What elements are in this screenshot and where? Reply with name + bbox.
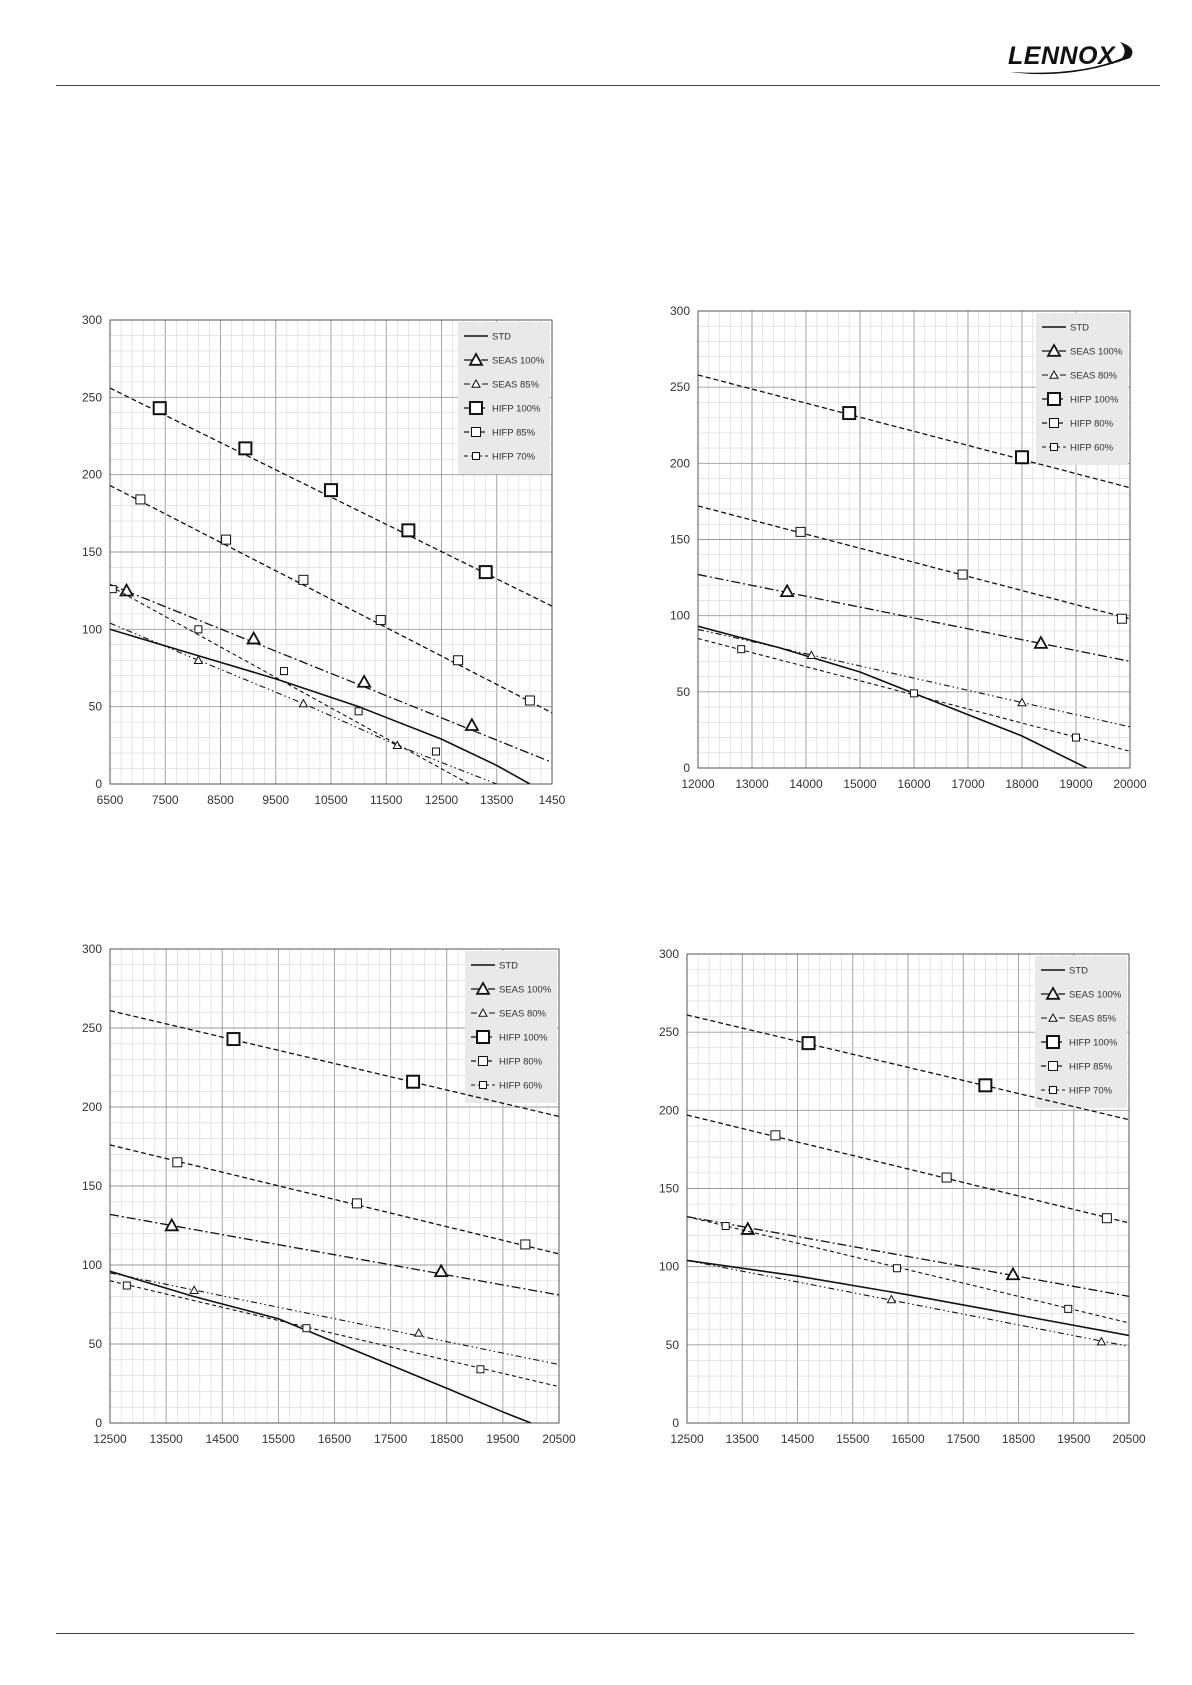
chart-top-right	[666, 304, 1147, 798]
header-rule	[56, 85, 1160, 86]
y-tick-label: 200	[81, 467, 102, 482]
data-point	[738, 646, 745, 653]
x-tick-label: 16500	[317, 1432, 352, 1446]
data-point	[454, 656, 463, 665]
chart-bottom-right	[655, 947, 1146, 1453]
x-tick-label: 20500	[542, 1432, 576, 1446]
legend-label: SEAS 85%	[492, 379, 539, 391]
y-tick-label: 0	[672, 1416, 679, 1430]
x-tick-label: 12500	[670, 1432, 704, 1446]
data-point	[407, 1076, 419, 1088]
data-point	[325, 484, 337, 496]
legend-marker	[1050, 419, 1059, 428]
data-point	[227, 1033, 239, 1045]
data-point	[355, 708, 362, 715]
x-tick-label: 7500	[151, 793, 179, 807]
chart-bottom-left	[78, 942, 576, 1453]
footer-rule	[56, 1633, 1134, 1634]
legend-marker	[480, 1082, 487, 1089]
x-tick-label: 13000	[735, 777, 769, 791]
data-point	[979, 1079, 991, 1091]
data-point	[195, 626, 202, 633]
legend-marker	[1049, 1062, 1058, 1071]
y-tick-label: 0	[95, 1416, 102, 1430]
legend-label: HIFP 100%	[1069, 1037, 1118, 1049]
legend-label: STD	[1069, 965, 1088, 977]
data-point	[477, 1366, 484, 1373]
x-tick-label: 12500	[93, 1432, 127, 1446]
legend-label: HIFP 100%	[499, 1032, 548, 1044]
x-tick-label: 20500	[1112, 1432, 1146, 1446]
data-point	[521, 1240, 530, 1249]
data-point	[402, 524, 414, 536]
data-point	[109, 586, 116, 593]
legend-marker	[479, 1057, 488, 1066]
x-tick-label: 11500	[370, 793, 403, 807]
x-tick-label: 17000	[951, 777, 985, 791]
data-point	[843, 407, 855, 419]
data-point	[525, 696, 534, 705]
legend	[1036, 313, 1128, 465]
legend-label: HIFP 80%	[499, 1056, 543, 1068]
y-tick-label: 50	[676, 684, 690, 699]
chart-top-left	[78, 313, 566, 814]
data-point	[299, 575, 308, 584]
legend-label: HIFP 70%	[492, 451, 536, 463]
legend-label: SEAS 80%	[499, 1008, 546, 1020]
legend-marker	[477, 1031, 489, 1043]
legend-label: STD	[499, 960, 518, 972]
data-point	[958, 570, 967, 579]
x-tick-label: 18500	[430, 1432, 464, 1446]
data-point	[239, 442, 251, 454]
x-tick-label: 8500	[207, 793, 234, 807]
data-point	[154, 402, 166, 414]
legend-label: HIFP 80%	[1070, 418, 1114, 430]
x-tick-label: 12500	[424, 793, 459, 807]
data-point	[432, 748, 439, 755]
x-tick-label: 14500	[780, 1432, 815, 1446]
x-tick-label: 13500	[725, 1432, 759, 1446]
y-tick-label: 250	[669, 380, 690, 395]
data-point	[1102, 1214, 1111, 1223]
y-tick-label: 150	[81, 545, 102, 559]
data-point	[173, 1158, 182, 1167]
x-tick-label: 1450	[538, 793, 566, 807]
y-tick-label: 250	[81, 390, 102, 405]
legend-label: STD	[1070, 322, 1089, 334]
data-point	[893, 1265, 900, 1272]
y-tick-label: 50	[88, 699, 102, 714]
legend-label: SEAS 100%	[492, 355, 545, 367]
x-tick-label: 17500	[373, 1432, 408, 1446]
x-tick-label: 13500	[149, 1432, 183, 1446]
legend-marker	[473, 453, 480, 460]
data-point	[722, 1223, 729, 1230]
y-tick-label: 200	[81, 1100, 102, 1114]
x-tick-label: 18000	[1005, 777, 1039, 791]
legend-marker	[470, 402, 482, 414]
data-point	[942, 1173, 951, 1182]
x-tick-label: 19500	[486, 1432, 520, 1446]
legend-label: SEAS 100%	[1069, 989, 1122, 1001]
y-tick-label: 200	[669, 456, 690, 471]
y-tick-label: 300	[81, 942, 102, 956]
x-tick-label: 9500	[262, 793, 290, 807]
x-tick-label: 16000	[897, 777, 931, 791]
data-point	[1065, 1305, 1072, 1312]
data-point	[376, 616, 385, 625]
x-tick-label: 19500	[1057, 1432, 1091, 1446]
x-tick-label: 6500	[96, 793, 124, 807]
y-tick-label: 50	[88, 1337, 102, 1351]
legend-marker	[1047, 1036, 1059, 1048]
data-point	[911, 690, 918, 697]
logo-wordmark: LENNOX	[1008, 42, 1116, 70]
x-tick-label: 14500	[205, 1432, 239, 1446]
y-tick-label: 0	[95, 777, 102, 791]
legend-marker	[1050, 1087, 1057, 1094]
x-tick-label: 13500	[480, 793, 514, 807]
y-tick-label: 100	[669, 608, 690, 623]
x-tick-label: 10500	[314, 793, 348, 807]
legend-label: STD	[492, 331, 511, 343]
x-tick-label: 12000	[681, 777, 715, 791]
y-tick-label: 100	[658, 1259, 679, 1274]
lennox-logo	[1000, 36, 1140, 76]
data-point	[480, 566, 492, 578]
data-point	[803, 1037, 815, 1049]
data-point	[222, 535, 231, 544]
data-point	[303, 1325, 310, 1332]
y-tick-label: 150	[81, 1179, 102, 1193]
legend-label: SEAS 100%	[499, 984, 552, 996]
legend-label: HIFP 85%	[1069, 1061, 1113, 1073]
y-tick-label: 300	[81, 313, 102, 327]
x-tick-label: 15500	[261, 1432, 296, 1446]
y-tick-label: 250	[658, 1025, 679, 1040]
x-tick-label: 15000	[843, 777, 877, 791]
legend	[1035, 956, 1127, 1108]
data-point	[281, 668, 288, 675]
y-tick-label: 100	[81, 1258, 102, 1272]
data-point	[1016, 451, 1028, 463]
legend-label: HIFP 60%	[499, 1080, 543, 1092]
data-point	[771, 1131, 780, 1140]
data-point	[796, 527, 805, 536]
data-point	[1117, 614, 1126, 623]
y-tick-label: 200	[658, 1103, 679, 1118]
legend-marker	[472, 428, 481, 437]
y-tick-label: 300	[669, 304, 690, 318]
y-tick-label: 300	[658, 947, 679, 961]
y-tick-label: 250	[81, 1021, 102, 1035]
y-tick-label: 100	[81, 622, 102, 637]
legend-label: HIFP 70%	[1069, 1085, 1113, 1097]
y-tick-label: 50	[665, 1337, 679, 1352]
y-tick-label: 150	[669, 532, 690, 547]
legend	[465, 951, 557, 1103]
legend-label: SEAS 80%	[1070, 370, 1117, 382]
legend-label: HIFP 100%	[492, 403, 541, 415]
x-tick-label: 16500	[891, 1432, 925, 1446]
data-point	[352, 1199, 361, 1208]
legend-label: SEAS 85%	[1069, 1013, 1116, 1025]
data-point	[1073, 734, 1080, 741]
legend	[458, 322, 550, 474]
x-tick-label: 17500	[946, 1432, 980, 1446]
x-tick-label: 15500	[836, 1432, 870, 1446]
x-tick-label: 20000	[1113, 777, 1147, 791]
legend-marker	[1051, 444, 1058, 451]
legend-marker	[1048, 393, 1060, 405]
x-tick-label: 14000	[789, 777, 823, 791]
y-tick-label: 150	[658, 1181, 679, 1196]
legend-label: HIFP 85%	[492, 427, 536, 439]
legend-label: SEAS 100%	[1070, 346, 1123, 358]
legend-label: HIFP 100%	[1070, 394, 1119, 406]
x-tick-label: 19000	[1059, 777, 1093, 791]
data-point	[136, 495, 145, 504]
data-point	[123, 1282, 130, 1289]
y-tick-label: 0	[683, 761, 690, 775]
legend-label: HIFP 60%	[1070, 442, 1114, 454]
x-tick-label: 18500	[1001, 1432, 1036, 1446]
